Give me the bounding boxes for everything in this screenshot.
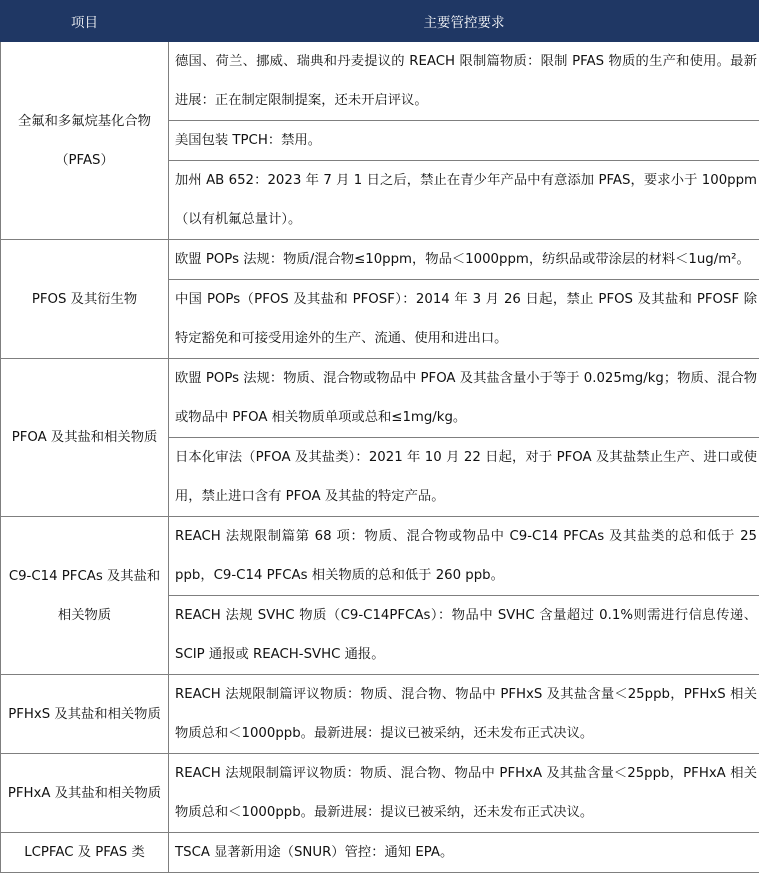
requirement-cell: 美国包装 TPCH：禁用。 xyxy=(169,121,759,161)
table-header-row xyxy=(1,1,759,42)
table-row xyxy=(1,359,759,438)
requirement-cell: TSCA 显著新用途（SNUR）管控：通知 EPA。 xyxy=(169,833,759,873)
row-item-label: PFHxS 及其盐和相关物质 xyxy=(1,675,169,754)
requirement-cell: 欧盟 POPs 法规：物质/混合物≤10ppm，物品＜1000ppm，纺织品或带涂层的材料＜1ug/m²。 xyxy=(169,240,759,280)
table-row xyxy=(1,675,759,754)
table-row xyxy=(1,754,759,833)
requirement-cell: 欧盟 POPs 法规：物质、混合物或物品中 PFOA 及其盐含量小于等于 0.025mg/kg；物质、混合物或物品中 PFOA 相关物质单项或总和≤1mg/kg。 xyxy=(169,359,759,438)
requirement-cell: REACH 法规限制篇评议物质：物质、混合物、物品中 PFHxS 及其盐含量＜25ppb，PFHxS 相关物质总和＜1000ppb。最新进展：提议已被采纳，还未发布正式决议。 xyxy=(169,675,759,754)
table-row xyxy=(1,240,759,280)
row-item-label: 全氟和多氟烷基化合物（PFAS） xyxy=(1,42,169,240)
row-item-label: PFHxA 及其盐和相关物质 xyxy=(1,754,169,833)
requirement-cell: 加州 AB 652：2023 年 7 月 1 日之后，禁止在青少年产品中有意添加 PFAS，要求小于 100ppm（以有机氟总量计）。 xyxy=(169,161,759,240)
requirement-cell: 日本化审法（PFOA 及其盐类）：2021 年 10 月 22 日起，对于 PFOA 及其盐禁止生产、进口或使用，禁止进口含有 PFOA 及其盐的特定产品。 xyxy=(169,438,759,517)
header-item: 项目 xyxy=(1,1,169,42)
requirement-cell: REACH 法规 SVHC 物质（C9-C14PFCAs）：物品中 SVHC 含量超过 0.1%则需进行信息传递、SCIP 通报或 REACH-SVHC 通报。 xyxy=(169,596,759,675)
requirement-cell: REACH 法规限制篇评议物质：物质、混合物、物品中 PFHxA 及其盐含量＜25ppb，PFHxA 相关物质总和＜1000ppb。最新进展：提议已被采纳，还未发布正式决议。 xyxy=(169,754,759,833)
table-row xyxy=(1,833,759,873)
table-row xyxy=(1,517,759,596)
row-item-label: C9-C14 PFCAs 及其盐和相关物质 xyxy=(1,517,169,675)
row-item-label: PFOS 及其衍生物 xyxy=(1,240,169,359)
header-requirements: 主要管控要求 xyxy=(169,1,759,42)
table-row xyxy=(1,42,759,121)
requirement-cell: 中国 POPs（PFOS 及其盐和 PFOSF）：2014 年 3 月 26 日起，禁止 PFOS 及其盐和 PFOSF 除特定豁免和可接受用途外的生产、流通、使用和进出口。 xyxy=(169,280,759,359)
requirement-cell: REACH 法规限制篇第 68 项：物质、混合物或物品中 C9-C14 PFCAs 及其盐类的总和低于 25 ppb，C9-C14 PFCAs 相关物质的总和低于 260 ppb。 xyxy=(169,517,759,596)
row-item-label: PFOA 及其盐和相关物质 xyxy=(1,359,169,517)
requirement-cell: 德国、荷兰、挪威、瑞典和丹麦提议的 REACH 限制篇物质：限制 PFAS 物质的生产和使用。最新进展：正在制定限制提案，还未开启评议。 xyxy=(169,42,759,121)
row-item-label: LCPFAC 及 PFAS 类 xyxy=(1,833,169,873)
